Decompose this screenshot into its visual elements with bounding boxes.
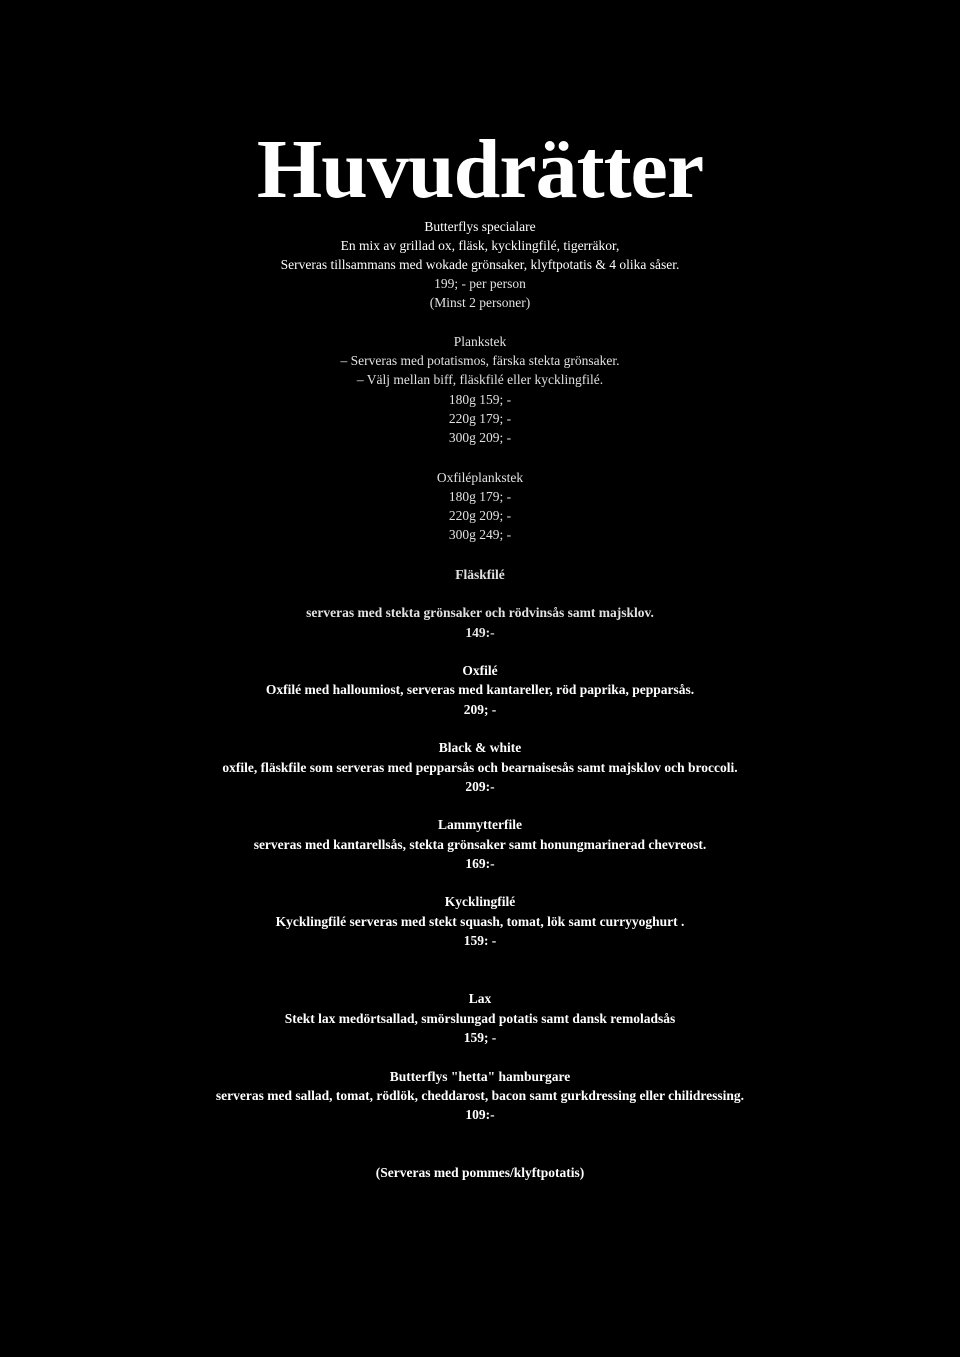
dish-desc-kycklingfile: Kycklingfilé serveras med stekt squash, tomat, lök samt curryyoghurt . bbox=[275, 914, 685, 929]
dish-price-plankstek-220g: 220g 179; - bbox=[448, 411, 512, 426]
dish-name-hamburgare: Butterflys "hetta" hamburgare bbox=[389, 1069, 571, 1084]
dish-price-plankstek-300g: 300g 209; - bbox=[448, 430, 512, 445]
dish-name-kycklingfile: Kycklingfilé bbox=[444, 894, 516, 909]
dish-name-black-white: Black & white bbox=[438, 740, 522, 755]
dish-price-oxfileplankstek-220g: 220g 209; - bbox=[448, 508, 512, 523]
dish-name-butterflys-specialare: Butterflys specialare bbox=[424, 219, 536, 234]
dish-desc-black-white: oxfile, fläskfile som serveras med pepparsås och bearnaisesås samt majsklov och broccoli. bbox=[222, 760, 738, 775]
dish-price-kycklingfile: 159: - bbox=[463, 933, 497, 948]
dish-name-oxfileplankstek: Oxfiléplankstek bbox=[436, 470, 524, 485]
dish-desc-butterflys-specialare-1: En mix av grillad ox, fläsk, kycklingfilé, tigerräkor, bbox=[340, 238, 620, 253]
dish-name-lax: Lax bbox=[468, 991, 492, 1006]
dish-desc-lammytterfile: serveras med kantarellsås, stekta grönsaker samt honungmarinerad chevreost. bbox=[253, 837, 707, 852]
dish-desc-butterflys-specialare-2: Serveras tillsammans med wokade grönsaker, klyftpotatis & 4 olika såser. bbox=[280, 257, 680, 272]
dish-name-flaskfile: Fläskfilé bbox=[455, 567, 505, 582]
page-title: Huvudrätter bbox=[256, 123, 704, 216]
dish-desc-flaskfile: serveras med stekta grönsaker och rödvinsås samt majsklov. bbox=[306, 605, 654, 620]
dish-price-plankstek-180g: 180g 159; - bbox=[448, 392, 512, 407]
dish-price-oxfileplankstek-300g: 300g 249; - bbox=[448, 527, 512, 542]
dish-name-oxfile: Oxfilé bbox=[462, 663, 498, 678]
dish-desc-lax: Stekt lax medörtsallad, smörslungad potatis samt dansk remoladsås bbox=[284, 1011, 676, 1026]
dish-price-oxfile: 209; - bbox=[463, 702, 497, 717]
dish-price-black-white: 209:- bbox=[465, 779, 495, 794]
dish-price-oxfileplankstek-180g: 180g 179; - bbox=[448, 489, 512, 504]
dish-desc-plankstek-2: – Välj mellan biff, fläskfilé eller kycklingfilé. bbox=[356, 372, 604, 387]
dish-name-lammytterfile: Lammytterfile bbox=[438, 817, 522, 832]
dish-note-butterflys-specialare: (Minst 2 personer) bbox=[429, 295, 531, 310]
dish-price-flaskfile: 149:- bbox=[465, 625, 495, 640]
dish-price-lax: 159; - bbox=[463, 1030, 497, 1045]
dish-price-lammytterfile: 169:- bbox=[465, 856, 495, 871]
dish-desc-hamburgare: serveras med sallad, tomat, rödlök, cheddarost, bacon samt gurkdressing eller chilidressing. bbox=[215, 1088, 745, 1103]
footer-note: (Serveras med pommes/klyftpotatis) bbox=[375, 1165, 585, 1180]
dish-name-plankstek: Plankstek bbox=[453, 334, 507, 349]
dish-price-hamburgare: 109:- bbox=[465, 1107, 495, 1122]
dish-desc-oxfile: Oxfilé med halloumiost, serveras med kantareller, röd paprika, pepparsås. bbox=[265, 682, 695, 697]
dish-price-butterflys-specialare: 199; - per person bbox=[434, 276, 526, 291]
dish-desc-plankstek-1: – Serveras med potatismos, färska stekta grönsaker. bbox=[340, 353, 620, 368]
